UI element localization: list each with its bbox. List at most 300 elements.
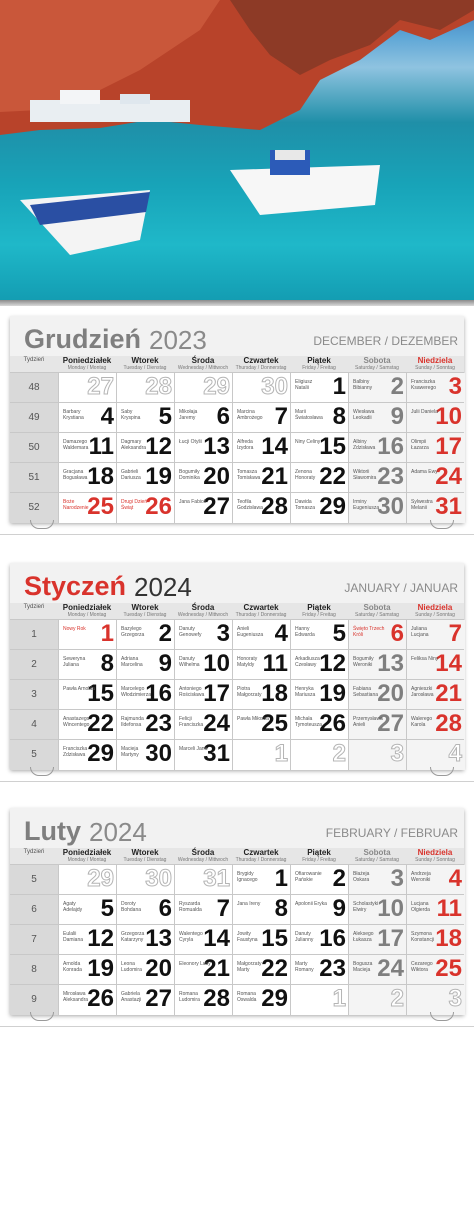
day-cell [406,865,465,895]
day-number: 29 [261,985,288,1012]
day-cell [290,650,349,680]
week-row [10,709,464,740]
day-number: 16 [319,925,346,952]
day-cell [116,865,175,895]
name-day: Danuty Wilhelma [179,656,200,668]
week-row [10,864,464,895]
day-number: 23 [319,955,346,982]
day-number: 24 [203,710,230,737]
day-cell [116,710,175,740]
day-number: 8 [274,895,288,922]
day-number: 19 [87,955,114,982]
day-number: 9 [390,403,404,430]
day-number: 12 [145,433,172,460]
day-name-foreign: Wednesday / Mittwoch [177,857,229,863]
week-row [10,619,464,650]
day-number: 13 [145,925,172,952]
day-number: 7 [216,895,230,922]
name-day: Danuty Genowefy [179,626,202,638]
day-name: Sobota [363,603,391,612]
week-row [10,402,464,433]
day-cell [290,463,349,493]
day-number: 23 [145,710,172,737]
day-name-foreign: Thursday / Donnerstag [235,612,287,618]
name-day: Teofila Godzisława [237,499,263,511]
day-cell [116,740,175,770]
name-day: Eligiusz Natalii [295,379,313,391]
day-name-foreign: Wednesday / Mittwoch [177,612,229,618]
name-day: Honoraty Matyldy [237,656,258,668]
name-day: Grzegorza Katarzyny [121,931,145,943]
day-number: 11 [436,895,462,922]
day-cell [116,895,175,925]
day-cell [406,740,465,770]
binding-ring-icon [30,520,54,529]
day-header [116,603,174,619]
day-name: Piątek [307,603,331,612]
day-number: 29 [87,740,114,767]
name-day: Anieli Eugeniusza [237,626,264,638]
day-cell [116,650,175,680]
name-day: Gracjana Bogusława [63,469,88,481]
day-name: Sobota [363,356,391,365]
name-day: Felicji Franciszka [179,716,204,728]
day-name: Czwartek [243,356,279,365]
name-day: Jana Fabioli [179,499,206,505]
day-name: Piątek [307,848,331,857]
binding-ring-icon [430,1012,454,1021]
day-number: 10 [435,403,462,430]
day-cell [174,895,233,925]
day-cell [290,865,349,895]
name-day: Marii Światosława [295,409,323,421]
name-day: Zenona Honoraty [295,469,316,481]
day-cell [406,680,465,710]
name-day: Marcelego Włodzimierza [121,686,152,698]
day-number: 25 [261,710,288,737]
day-cell [406,373,465,403]
day-cell [174,650,233,680]
binding-ring-icon [30,767,54,776]
month-year: 2024 [89,817,147,847]
week-number: 51 [10,463,58,493]
week-row [10,372,464,403]
name-day: Jana Ireny [237,901,261,907]
day-number: 10 [377,895,404,922]
day-header [232,356,290,372]
day-number: 26 [319,710,346,737]
name-day: Gabriela Anastazji [121,991,142,1003]
day-cell [232,895,291,925]
week-column-header: Tydzień [10,356,58,372]
day-cell [232,493,291,523]
name-day: Henryka Mariusza [295,686,316,698]
day-cell [232,985,291,1015]
name-day: Adriana Marcelina [121,656,143,668]
name-day: Balbiny Bibianny [353,379,373,391]
day-cell [58,710,117,740]
name-day: Eulalii Damiana [63,931,84,943]
day-name-foreign: Tuesday / Dienstag [123,365,167,371]
day-cell [348,895,407,925]
day-number: 30 [145,740,172,767]
day-cell [290,620,349,650]
day-number: 11 [88,433,114,460]
day-cell [406,710,465,740]
day-cell [58,493,117,523]
day-number: 27 [377,710,404,737]
day-number: 1 [274,865,288,892]
day-number: 26 [145,493,172,520]
day-cell [116,620,175,650]
name-day: Antoniego Rościsława [179,686,205,698]
day-cell [174,925,233,955]
day-cell [174,620,233,650]
day-number: 6 [390,620,404,647]
name-day: Agnieszki Jarosława [411,686,434,698]
name-day: Święto Trzech Króli [353,626,385,638]
day-number: 28 [145,373,172,400]
day-number: 4 [100,403,114,430]
day-cell [58,865,117,895]
day-cell [232,955,291,985]
month-header [10,316,464,356]
day-header [174,356,232,372]
day-name-foreign: Thursday / Donnerstag [235,857,287,863]
day-number: 2 [332,740,346,767]
day-cell [232,403,291,433]
day-cell [348,710,407,740]
day-cell [348,373,407,403]
day-name: Środa [191,603,215,612]
day-cell [116,680,175,710]
name-day: Eleonory Lucy [179,961,211,967]
name-day: Irminy Eugeniusza [353,499,380,511]
day-name: Poniedziałek [62,603,112,612]
day-name: Niedziela [417,356,453,365]
day-name: Czwartek [243,603,279,612]
month-panel [10,808,464,1014]
name-day: Łucji Otylii [179,439,202,445]
day-cell [174,680,233,710]
day-number: 28 [203,985,230,1012]
name-day: Arkadiusza Czesławy [295,656,320,668]
week-number: 2 [10,650,58,680]
week-row [10,649,464,680]
day-cell [406,955,465,985]
name-day: Piotra Małgorzaty [237,686,262,698]
day-number: 23 [377,463,404,490]
day-cell [174,985,233,1015]
name-day: Juliana Lucjana [411,626,429,638]
day-number: 31 [203,865,230,892]
week-number: 6 [10,895,58,925]
binding-ring-icon [430,520,454,529]
day-cell [348,985,407,1015]
day-number: 4 [448,865,462,892]
name-day: Michała Tymoteusza [295,716,322,728]
day-cell [406,650,465,680]
day-cell [58,620,117,650]
day-cell [174,463,233,493]
day-number: 28 [261,493,288,520]
month-name-foreign: FEBRUARY / FEBRUAR [325,826,458,840]
day-number: 24 [377,955,404,982]
day-cell [116,433,175,463]
day-number: 20 [377,680,404,707]
name-day: Anastazego Wincentego [63,716,90,728]
day-cell [116,463,175,493]
name-day: Doroty Bohdana [121,901,142,913]
day-number: 4 [274,620,288,647]
day-cell [232,925,291,955]
day-number: 29 [87,865,114,892]
name-day: Arnolda Konrada [63,961,82,973]
day-number: 15 [261,925,288,952]
month-header [10,563,464,603]
month-name-foreign: DECEMBER / DEZEMBER [313,334,458,348]
day-cell [290,925,349,955]
week-number: 9 [10,985,58,1015]
name-day: Marty Romany [295,961,314,973]
day-cell [232,463,291,493]
name-day: Aleksego Łukasza [353,931,374,943]
week-number: 5 [10,740,58,770]
day-number: 7 [448,620,462,647]
day-header [116,356,174,372]
name-day: Brygidy Ignacego [237,871,258,883]
name-day: Sylwestra Melanii [411,499,433,511]
day-number: 1 [332,985,346,1012]
name-day: Tomasza Tomisława [237,469,261,481]
day-number: 5 [332,620,346,647]
day-header [58,603,116,619]
name-day: Wiesława Leokadii [353,409,375,421]
day-name-foreign: Thursday / Donnerstag [235,365,287,371]
day-cell [406,463,465,493]
week-column-header: Tydzień [10,848,58,864]
name-day: Marcina Ambrożego [237,409,263,421]
name-day: Albiny Zdzisława [353,439,376,451]
name-day: Rajmunda Ildefonsa [121,716,144,728]
day-cell [116,955,175,985]
day-name: Niedziela [417,603,453,612]
week-row [10,432,464,463]
week-number: 8 [10,955,58,985]
day-cell [58,955,117,985]
name-day: Saby Kryspina [121,409,141,421]
day-cell [290,740,349,770]
day-number: 17 [435,433,462,460]
name-day: Błażeja Oskara [353,871,370,883]
day-number: 22 [319,463,346,490]
day-number: 3 [390,865,404,892]
day-header [174,848,232,864]
day-number: 1 [332,373,346,400]
name-day: Lucjana Olgierda [411,901,430,913]
day-name-foreign: Tuesday / Dienstag [123,612,167,618]
name-day: Gabrieli Dariusza [121,469,141,481]
day-cell [116,493,175,523]
day-cell [290,403,349,433]
day-number: 10 [203,650,230,677]
day-cell [348,865,407,895]
month-name: Styczeń [24,571,127,601]
day-cell [174,955,233,985]
month-panel [10,316,464,522]
day-cell [232,650,291,680]
day-header [116,848,174,864]
week-row [10,679,464,710]
day-number: 14 [203,925,230,952]
day-number: 14 [261,433,288,460]
name-day: Marceli Jana [179,746,208,752]
week-row [10,954,464,985]
day-cell [290,985,349,1015]
day-name-foreign: Friday / Freitag [302,612,336,618]
day-cell [174,740,233,770]
name-day: Fabiana Sebastiana [353,686,379,698]
day-cell [174,433,233,463]
day-number: 19 [319,680,346,707]
week-number: 7 [10,925,58,955]
day-cell [348,740,407,770]
day-name: Wtorek [131,848,159,857]
name-day: Romana Ludomira [179,991,200,1003]
month-header [10,808,464,848]
day-number: 3 [216,620,230,647]
day-number: 13 [377,650,404,677]
binding-ring-icon [30,1012,54,1021]
day-number: 27 [145,985,172,1012]
name-day: Barbary Krystiana [63,409,84,421]
month-year: 2024 [134,572,192,602]
day-number: 16 [145,680,172,707]
day-name-foreign: Wednesday / Mittwoch [177,365,229,371]
day-number: 8 [100,650,114,677]
day-number: 15 [319,433,346,460]
photo-shadow [0,300,474,306]
panel-separator [0,534,474,535]
day-cell [232,680,291,710]
day-number: 21 [435,680,462,707]
day-header [174,603,232,619]
day-cell [116,403,175,433]
day-number: 5 [158,403,172,430]
day-name: Wtorek [131,603,159,612]
day-cell [232,373,291,403]
name-day: Drugi Dzień Świąt [121,499,148,511]
day-name-foreign: Friday / Freitag [302,857,336,863]
name-day: Bogumiły Weroniki [353,656,374,668]
day-number: 3 [448,985,462,1012]
name-day: Dagmary Aleksandra [121,439,147,451]
name-day: Mikołaja Jaremy [179,409,198,421]
day-cell [406,493,465,523]
day-name: Poniedziałek [62,848,112,857]
day-number: 30 [145,865,172,892]
day-number: 6 [216,403,230,430]
name-day: Apolonii Eryka [295,901,327,907]
day-cell [174,710,233,740]
day-name: Piątek [307,356,331,365]
week-row [10,924,464,955]
day-number: 13 [203,433,230,460]
day-number: 28 [435,710,462,737]
day-cell [58,740,117,770]
name-day: Bazylego Grzegorza [121,626,145,638]
week-row [10,739,464,770]
day-name-foreign: Saturday / Samstag [355,365,399,371]
day-number: 29 [203,373,230,400]
name-day: Damazego Waldemara [63,439,89,451]
name-day: Cezarego Wiktora [411,961,433,973]
day-number: 18 [261,680,288,707]
day-header [58,356,116,372]
week-number: 48 [10,373,58,403]
day-name-foreign: Sunday / Sonntag [415,612,455,618]
day-number: 31 [435,493,462,520]
day-header [406,603,464,619]
day-cell [58,403,117,433]
month-name: Luty [24,816,81,846]
day-cell [174,373,233,403]
day-cell [348,680,407,710]
day-cell [290,493,349,523]
name-day: Franciszka Zdzisława [63,746,88,758]
day-name-foreign: Monday / Montag [67,612,107,618]
day-cell [290,680,349,710]
day-name-foreign: Friday / Freitag [302,365,336,371]
week-number: 49 [10,403,58,433]
name-day: Macieja Martyny [121,746,139,758]
day-header [348,603,406,619]
day-name-foreign: Saturday / Samstag [355,857,399,863]
day-number: 17 [203,680,230,707]
day-number: 20 [145,955,172,982]
day-cell [116,373,175,403]
day-header [290,848,348,864]
name-day: Romana Oswalda [237,991,257,1003]
day-number: 17 [377,925,404,952]
name-day: Scholastyki Elwiry [353,901,379,913]
name-day: Pawła Miłosza [237,716,269,722]
day-cell [58,433,117,463]
day-number: 18 [435,925,462,952]
day-cell [232,710,291,740]
day-cell [348,403,407,433]
day-cell [232,865,291,895]
day-number: 1 [274,740,288,767]
day-cell [58,373,117,403]
day-cell [348,925,407,955]
day-cell [290,373,349,403]
day-cell [58,680,117,710]
name-day: Bogusza Macieja [353,961,373,973]
day-header [348,848,406,864]
month-panel [10,563,464,769]
day-number: 25 [435,955,462,982]
name-day: Franciszka Ksawerego [411,379,437,391]
day-number: 18 [87,463,114,490]
day-cell [232,620,291,650]
day-name: Niedziela [417,848,453,857]
name-day: Nowy Rok [63,626,86,632]
day-number: 27 [87,373,114,400]
day-cell [290,710,349,740]
week-row [10,462,464,493]
panel-separator [0,1026,474,1027]
